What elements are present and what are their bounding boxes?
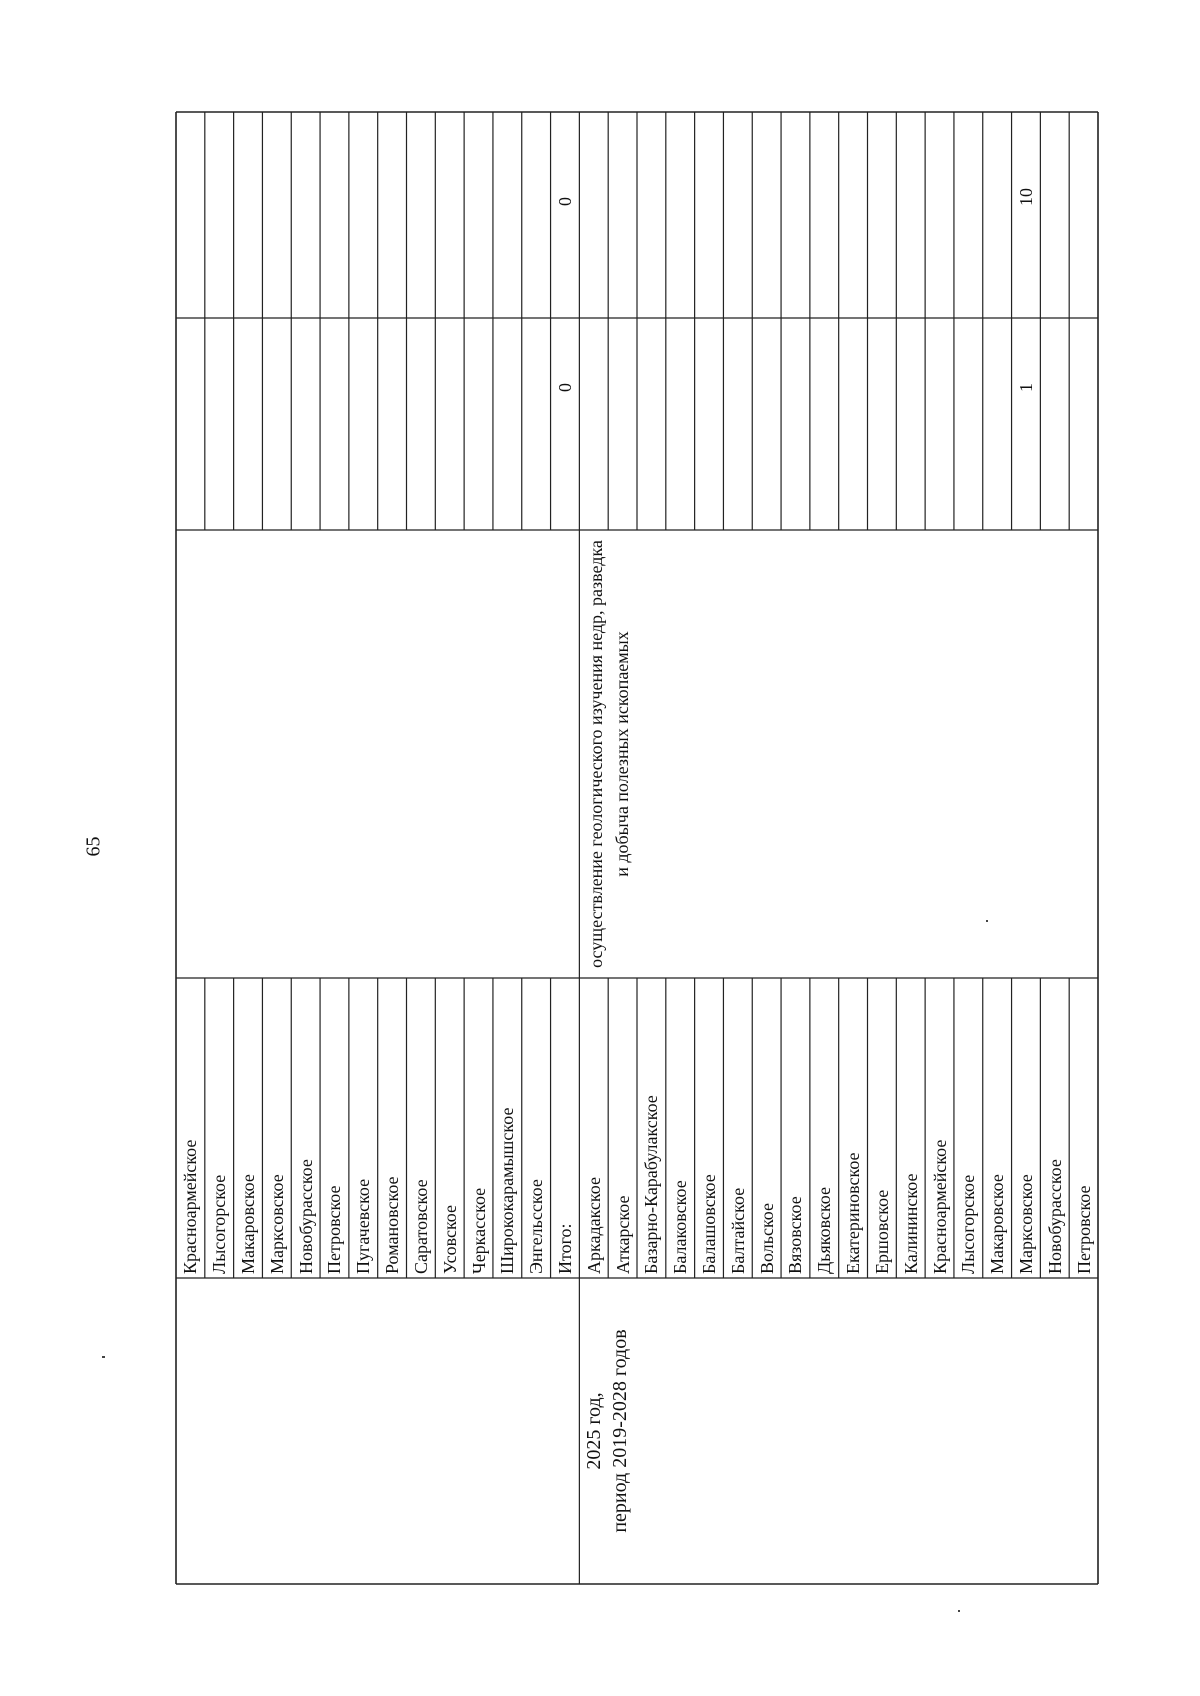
- row-value-2: 0: [554, 197, 575, 206]
- page-number-text: 65: [82, 836, 105, 856]
- row-name: Лысогорское: [958, 1174, 979, 1274]
- row-name: Ершовское: [871, 1189, 892, 1274]
- row-name: Лысогорское: [209, 1174, 230, 1274]
- row-name: Новобурасское: [1044, 1159, 1065, 1274]
- row-name: Макаровское: [987, 1174, 1008, 1274]
- row-name: Аркадакское: [583, 1177, 604, 1274]
- row-name: Ширококарамышское: [497, 1107, 518, 1274]
- row-name: Балтайское: [727, 1187, 748, 1274]
- row-name: Усовское: [439, 1205, 460, 1274]
- row-name: Романовское: [382, 1176, 403, 1274]
- row-name: Петровское: [324, 1185, 345, 1274]
- scan-speck: [986, 920, 988, 922]
- period-cell: 2025 год, период 2019-2028 годов: [583, 1329, 632, 1533]
- row-name: Итого:: [554, 1223, 575, 1274]
- scan-speck: [958, 1610, 960, 1612]
- row-name: Екатериновское: [843, 1152, 864, 1274]
- row-name: Новобурасское: [295, 1159, 316, 1274]
- scan-speck: [102, 1356, 105, 1358]
- row-value-1: 1: [1015, 383, 1036, 392]
- row-name: Петровское: [1073, 1185, 1094, 1274]
- row-name: Пугачевское: [353, 1178, 374, 1274]
- row-name: Аткарское: [612, 1195, 633, 1274]
- row-name: Базарно-Карабулакское: [641, 1095, 662, 1274]
- row-name: Балашовское: [699, 1174, 720, 1274]
- row-name: Калининское: [900, 1173, 921, 1274]
- row-name: Балаковское: [670, 1180, 691, 1274]
- row-name: Марксовское: [1015, 1174, 1036, 1274]
- row-name: Саратовское: [410, 1179, 431, 1274]
- row-name: Красноармейское: [929, 1139, 950, 1274]
- row-name: Красноармейское: [180, 1139, 201, 1274]
- row-name: Дьяковское: [814, 1186, 835, 1274]
- row-value-1: 0: [554, 383, 575, 392]
- row-name: Энгельсское: [526, 1179, 547, 1274]
- row-value-2: 10: [1015, 188, 1036, 206]
- row-name: Марксовское: [266, 1174, 287, 1274]
- row-name: Черкасское: [468, 1187, 489, 1274]
- row-name: Вольское: [756, 1203, 777, 1274]
- row-name: Вязовское: [785, 1196, 806, 1274]
- activity-cell: осуществление геологического изучения недр, разведка и добыча полезных ископаемых: [586, 540, 633, 968]
- row-name: Макаровское: [238, 1174, 259, 1274]
